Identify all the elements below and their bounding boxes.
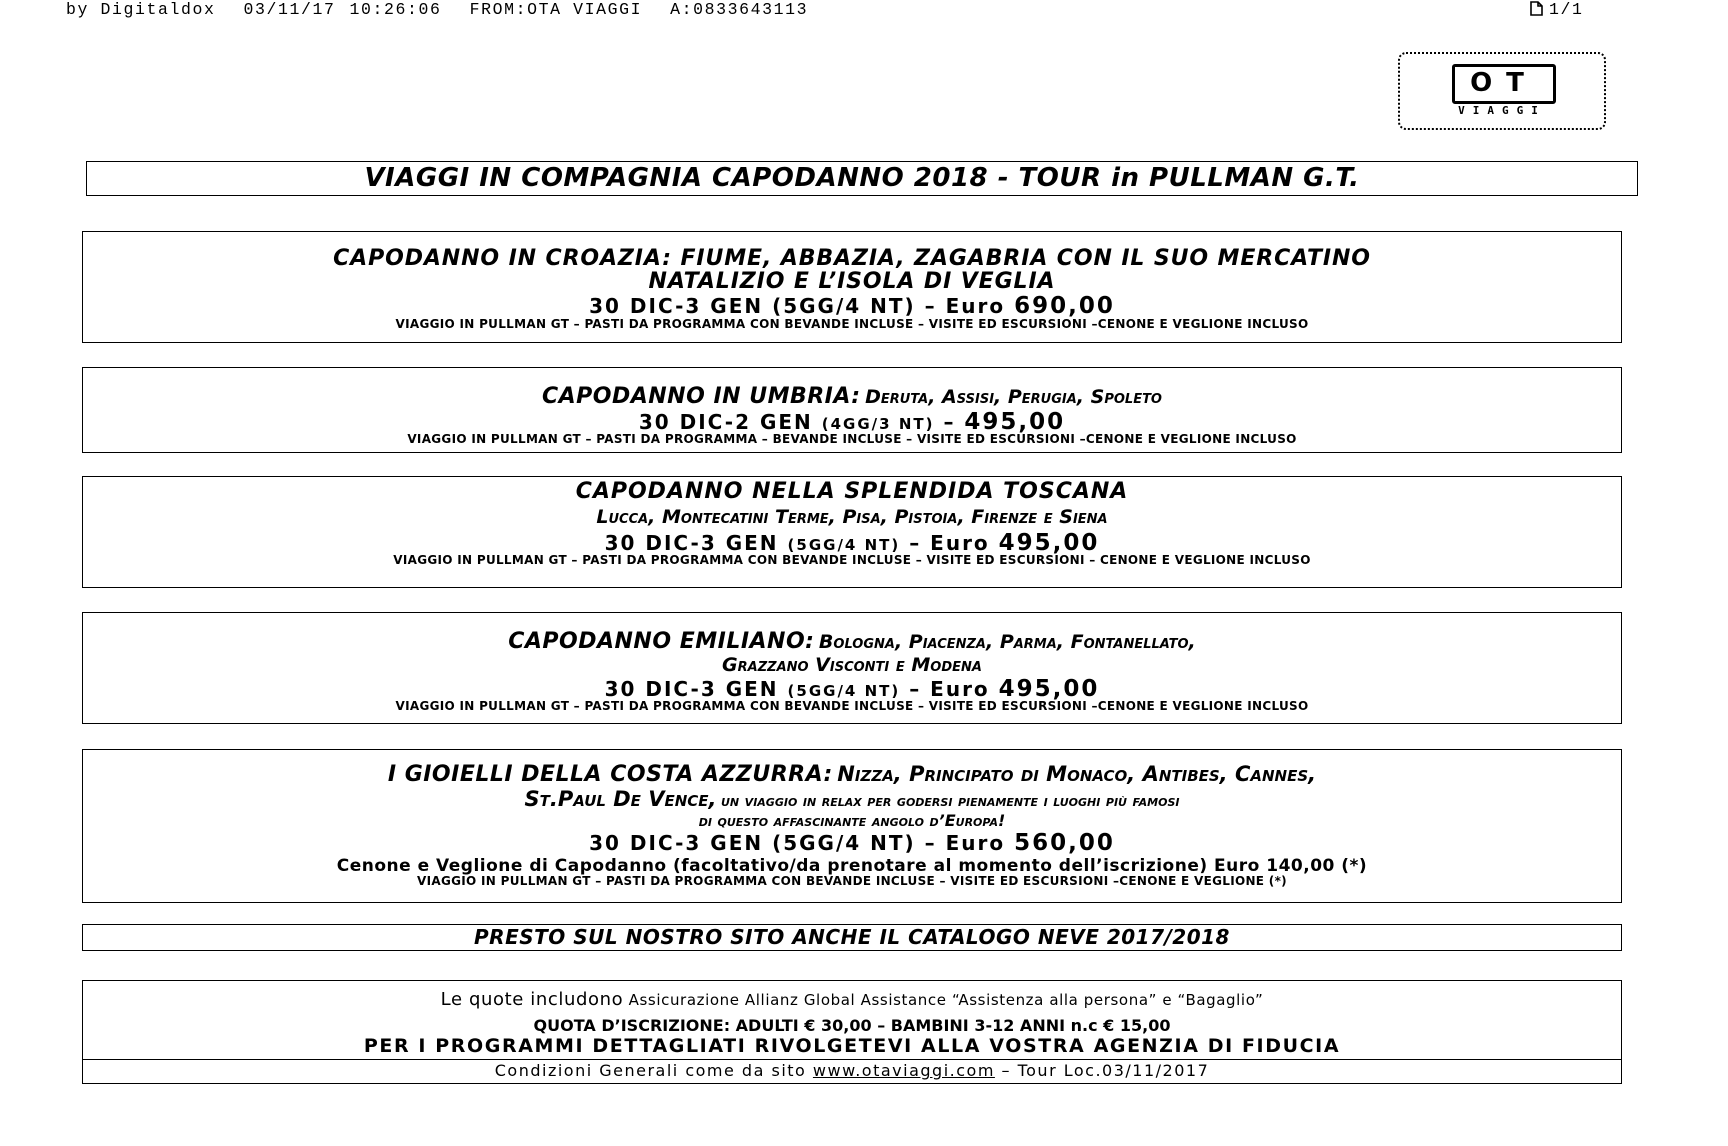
page-title: VIAGGI IN COMPAGNIA CAPODANNO 2018 - TOUR in PULLMAN G.T.: [86, 161, 1638, 196]
footer-conditions: [83, 1059, 1621, 1080]
page-icon: [1530, 1, 1543, 16]
tour-places-2: Grazzano Visconti e Modena: [722, 654, 982, 676]
tour-dates: 30 DIC-3 GEN (5GG/4 NT) – Euro: [589, 831, 1006, 855]
fax-page-number: [1530, 0, 1584, 19]
tour-duration: (5GG/4 NT): [787, 536, 901, 554]
tour-currency: – Euro: [909, 677, 990, 701]
tour-dates: 30 DIC-3 GEN (5GG/4 NT) – Euro: [589, 294, 1006, 318]
footer-box: [82, 980, 1622, 1084]
tour-title-line-1: CAPODANNO IN CROAZIA: FIUME, ABBAZIA, ZAGABRIA CON IL SUO MERCATINO: [333, 246, 1371, 271]
tour-places: Lucca, Montecatini Terme, Pisa, Pistoia, Firenze e Siena: [596, 506, 1108, 528]
tour-places: Deruta, Assisi, Perugia, Spoleto: [865, 386, 1162, 408]
footer-conditions-suffix: – Tour Loc.03/11/2017: [1001, 1061, 1210, 1080]
tour-heading: [83, 762, 1621, 787]
footer-insurance-text: Assicurazione Allianz Global Assistance “Assistenza alla persona” e “Bagaglio”: [628, 991, 1264, 1009]
logo-text: VIAGGI: [1458, 104, 1546, 117]
tour-title: I GIOIELLI DELLA COSTA AZZURRA:: [387, 762, 833, 787]
tour-title: CAPODANNO NELLA SPLENDIDA TOSCANA: [575, 479, 1129, 504]
tour-price: 495,00: [998, 676, 1100, 702]
fax-from: FROM:OTA VIAGGI: [469, 0, 643, 19]
tour-price: 560,00: [1014, 830, 1115, 856]
tour-places-2a: St.Paul De Vence,: [524, 787, 717, 811]
tour-price: 495,00: [998, 530, 1100, 556]
tour-umbria: [82, 367, 1622, 453]
footer-insurance-lead: Le quote includono: [440, 989, 624, 1010]
tour-title: CAPODANNO EMILIANO:: [508, 629, 815, 654]
tour-heading: [83, 629, 1621, 654]
logo-mark: OT: [1452, 64, 1556, 104]
tour-toscana: [82, 476, 1622, 588]
tour-title: CAPODANNO IN UMBRIA:: [541, 384, 861, 409]
tour-places-line-2: [83, 787, 1621, 811]
fax-page: 1/1: [1549, 0, 1584, 19]
tour-sep: –: [943, 410, 956, 434]
footer-programmi: PER I PROGRAMMI DETTAGLIATI RIVOLGETEVI ALLA VOSTRA AGENZIA DI FIDUCIA: [363, 1035, 1341, 1057]
tour-price: 690,00: [1014, 293, 1115, 319]
footer-site-link[interactable]: www.otaviaggi.com: [812, 1061, 995, 1080]
fax-to: A:0833643113: [670, 0, 809, 19]
tour-places-1: Nizza, Principato di Monaco, Antibes, Cannes,: [837, 762, 1317, 786]
fax-time: 10:26:06: [349, 0, 442, 19]
footer-insurance: [83, 989, 1621, 1010]
footer-quota: QUOTA D’ISCRIZIONE: ADULTI € 30,00 – BAMBINI 3-12 ANNI n.c € 15,00: [533, 1016, 1171, 1035]
tour-heading: [83, 384, 1621, 409]
tour-currency: – Euro: [909, 531, 990, 555]
tour-note: VIAGGIO IN PULLMAN GT – PASTI DA PROGRAMMA – BEVANDE INCLUSE – VISITE ED ESCURSIONI –CENONE E VEGLIONE INCLUSO: [407, 432, 1297, 446]
fax-date: 03/11/17: [243, 0, 336, 19]
tour-note: VIAGGIO IN PULLMAN GT – PASTI DA PROGRAMMA CON BEVANDE INCLUSE – VISITE ED ESCURSIONI –CENONE E VEGLIONE INCLUSO: [395, 317, 1309, 331]
tour-duration: (4GG/3 NT): [821, 415, 935, 433]
tour-price-line: [83, 293, 1621, 319]
tour-costa-azzurra: [82, 749, 1622, 903]
tour-croazia: [82, 231, 1622, 343]
tour-emiliano: [82, 612, 1622, 724]
catalogo-neve-banner: PRESTO SUL NOSTRO SITO ANCHE IL CATALOGO NEVE 2017/2018: [82, 924, 1622, 951]
ota-viaggi-logo: [1398, 52, 1606, 130]
tour-duration: (5GG/4 NT): [787, 682, 901, 700]
fax-header: [66, 0, 836, 19]
footer-conditions-prefix: Condizioni Generali come da sito: [494, 1061, 807, 1080]
tour-note: VIAGGIO IN PULLMAN GT – PASTI DA PROGRAMMA CON BEVANDE INCLUSE – VISITE ED ESCURSIONI –CENONE E VEGLIONE INCLUSO: [395, 699, 1309, 713]
tour-places-2b: un viaggio in relax per godersi pienamente i luoghi più famosi: [720, 791, 1180, 810]
tour-places-1: Bologna, Piacenza, Parma, Fontanellato,: [818, 631, 1196, 653]
tour-price-line: [83, 830, 1621, 856]
tour-dates: 30 DIC-2 GEN: [638, 410, 813, 434]
tour-note: VIAGGIO IN PULLMAN GT – PASTI DA PROGRAMMA CON BEVANDE INCLUSE – VISITE ED ESCURSIONI – CENONE E VEGLIONE INCLUSO: [393, 553, 1311, 567]
tour-dates: 30 DIC-3 GEN: [604, 531, 779, 555]
tour-price: 495,00: [964, 409, 1066, 435]
fax-sender: by Digitaldox: [66, 0, 216, 19]
tour-places-3: di questo affascinante angolo d’Europa!: [698, 811, 1006, 830]
tour-cenone: Cenone e Veglione di Capodanno (facoltativo/da prenotare al momento dell’iscrizione) Euro 140,00 (*): [336, 856, 1368, 876]
tour-dates: 30 DIC-3 GEN: [604, 677, 779, 701]
tour-note: VIAGGIO IN PULLMAN GT – PASTI DA PROGRAMMA CON BEVANDE INCLUSE – VISITE ED ESCURSIONI –CENONE E VEGLIONE (*): [417, 874, 1287, 888]
tour-title-line-2: NATALIZIO E L’ISOLA DI VEGLIA: [648, 269, 1056, 294]
